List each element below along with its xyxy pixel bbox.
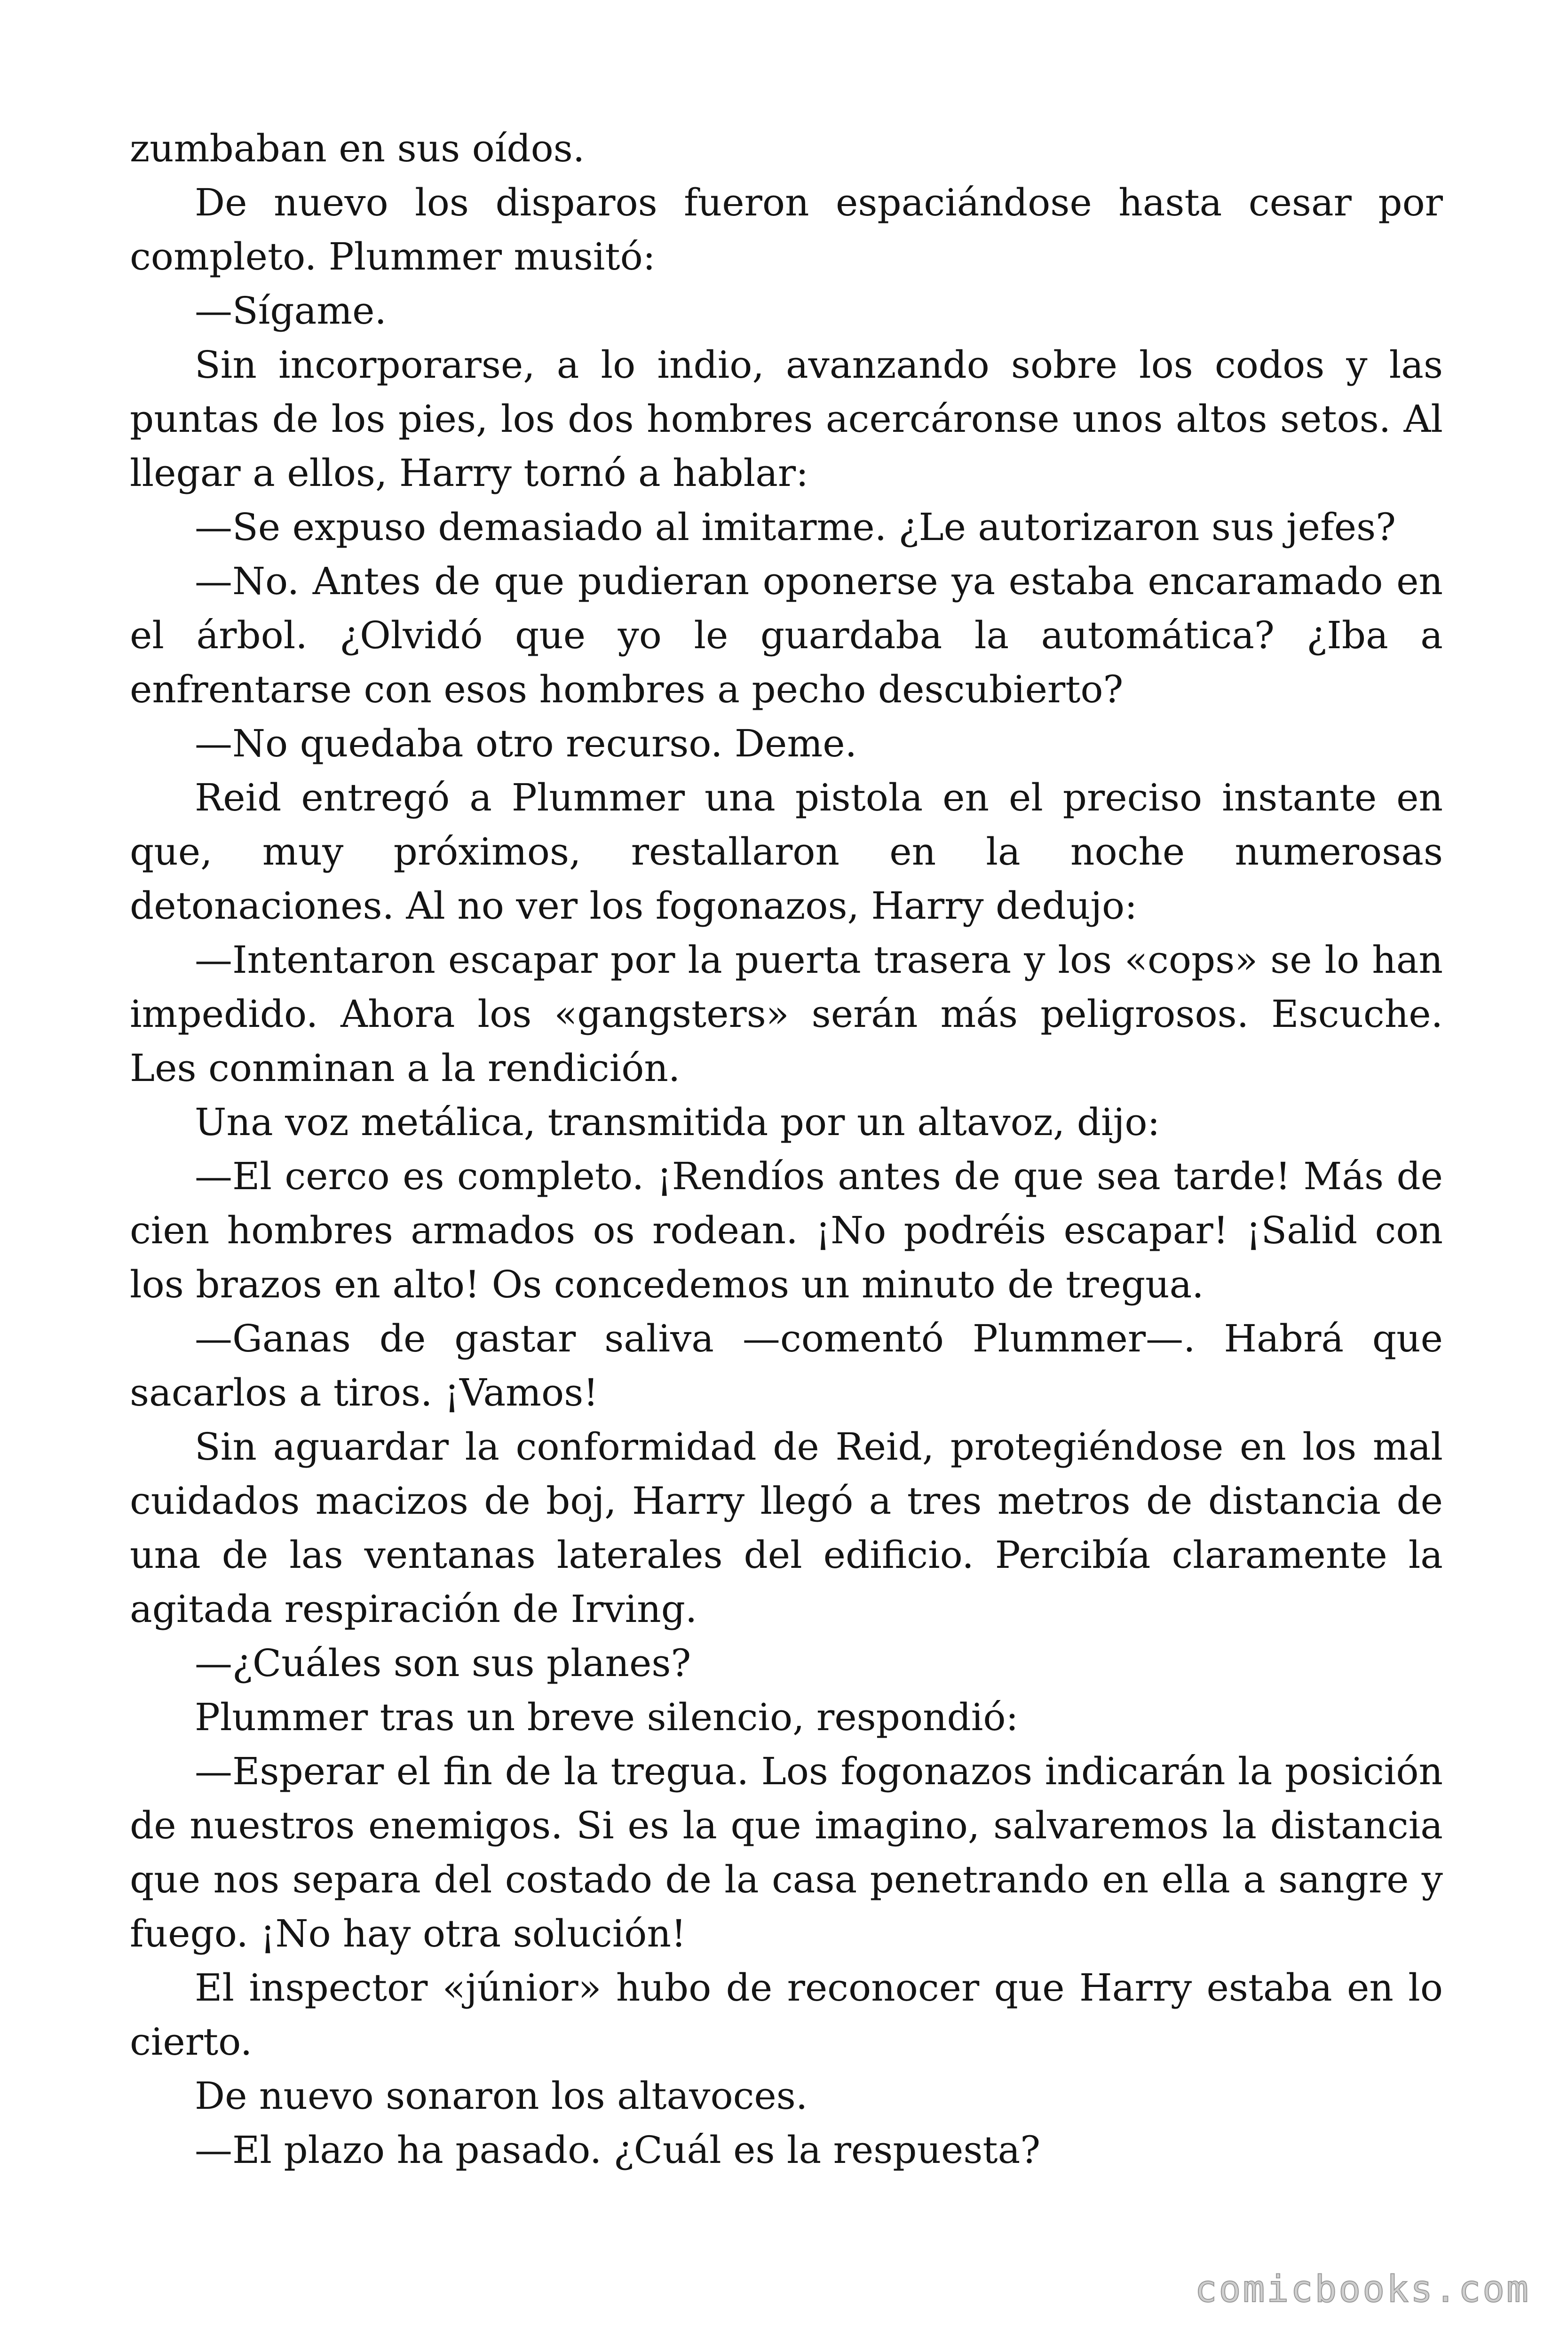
paragraph: El inspector «júnior» hubo de reconocer que Harry estaba en lo cierto.: [130, 1966, 1443, 2064]
paragraph: Reid entregó a Plummer una pistola en el preciso instante en que, muy próximos, restallaron en la noche numerosas detonaciones. Al no ver los fogonazos, Harry dedujo:: [130, 776, 1443, 928]
paragraph: —Ganas de gastar saliva —comentó Plummer—. Habrá que sacarlos a tiros. ¡Vamos!: [130, 1317, 1443, 1414]
paragraph: —No. Antes de que pudieran oponerse ya estaba encaramado en el árbol. ¿Olvidó que yo le guardaba la automática? ¿Iba a enfrentarse con esos hombres a pecho descubierto?: [130, 559, 1443, 711]
paragraph: —Se expuso demasiado al imitarme. ¿Le autorizaron sus jefes?: [195, 505, 1396, 549]
book-page-text: [130, 121, 1443, 2177]
paragraph: —Sígame.: [195, 289, 387, 333]
paragraph: —El cerco es completo. ¡Rendíos antes de que sea tarde! Más de cien hombres armados os rodean. ¡No podréis escapar! ¡Salid con los brazos en alto! Os concedemos un minuto de tregua.: [130, 1154, 1443, 1306]
paragraph: Una voz metálica, transmitida por un altavoz, dijo:: [195, 1100, 1160, 1144]
paragraph: De nuevo los disparos fueron espaciándose hasta cesar por completo. Plummer musitó:: [130, 181, 1443, 278]
watermark: comicbooks.com: [1195, 2268, 1530, 2311]
paragraph: Sin incorporarse, a lo indio, avanzando sobre los codos y las puntas de los pies, los dos hombres acercáronse unos altos setos. Al llegar a ellos, Harry tornó a hablar:: [130, 343, 1443, 495]
paragraph: —El plazo ha pasado. ¿Cuál es la respuesta?: [195, 2128, 1041, 2172]
paragraph-continuation: zumbaban en sus oídos.: [130, 127, 585, 170]
paragraph: De nuevo sonaron los altavoces.: [195, 2074, 808, 2118]
paragraph: —No quedaba otro recurso. Deme.: [195, 722, 857, 765]
paragraph: Sin aguardar la conformidad de Reid, protegiéndose en los mal cuidados macizos de boj, Harry llegó a tres metros de distancia de una de las ventanas laterales del edificio. Percibía claramente la agitada respiración de Irving.: [130, 1425, 1443, 1631]
paragraph: —Esperar el fin de la tregua. Los fogonazos indicarán la posición de nuestros enemigos. Si es la que imagino, salvaremos la distancia que nos separa del costado de la casa penetrando en ella a sangre y fuego. ¡No hay otra solución!: [130, 1749, 1443, 1955]
paragraph: —Intentaron escapar por la puerta trasera y los «cops» se lo han impedido. Ahora los «gangsters» serán más peligrosos. Escuche. Les conminan a la rendición.: [130, 938, 1443, 1090]
paragraph: Plummer tras un breve silencio, respondió:: [195, 1695, 1019, 1739]
paragraph: —¿Cuáles son sus planes?: [195, 1641, 691, 1685]
